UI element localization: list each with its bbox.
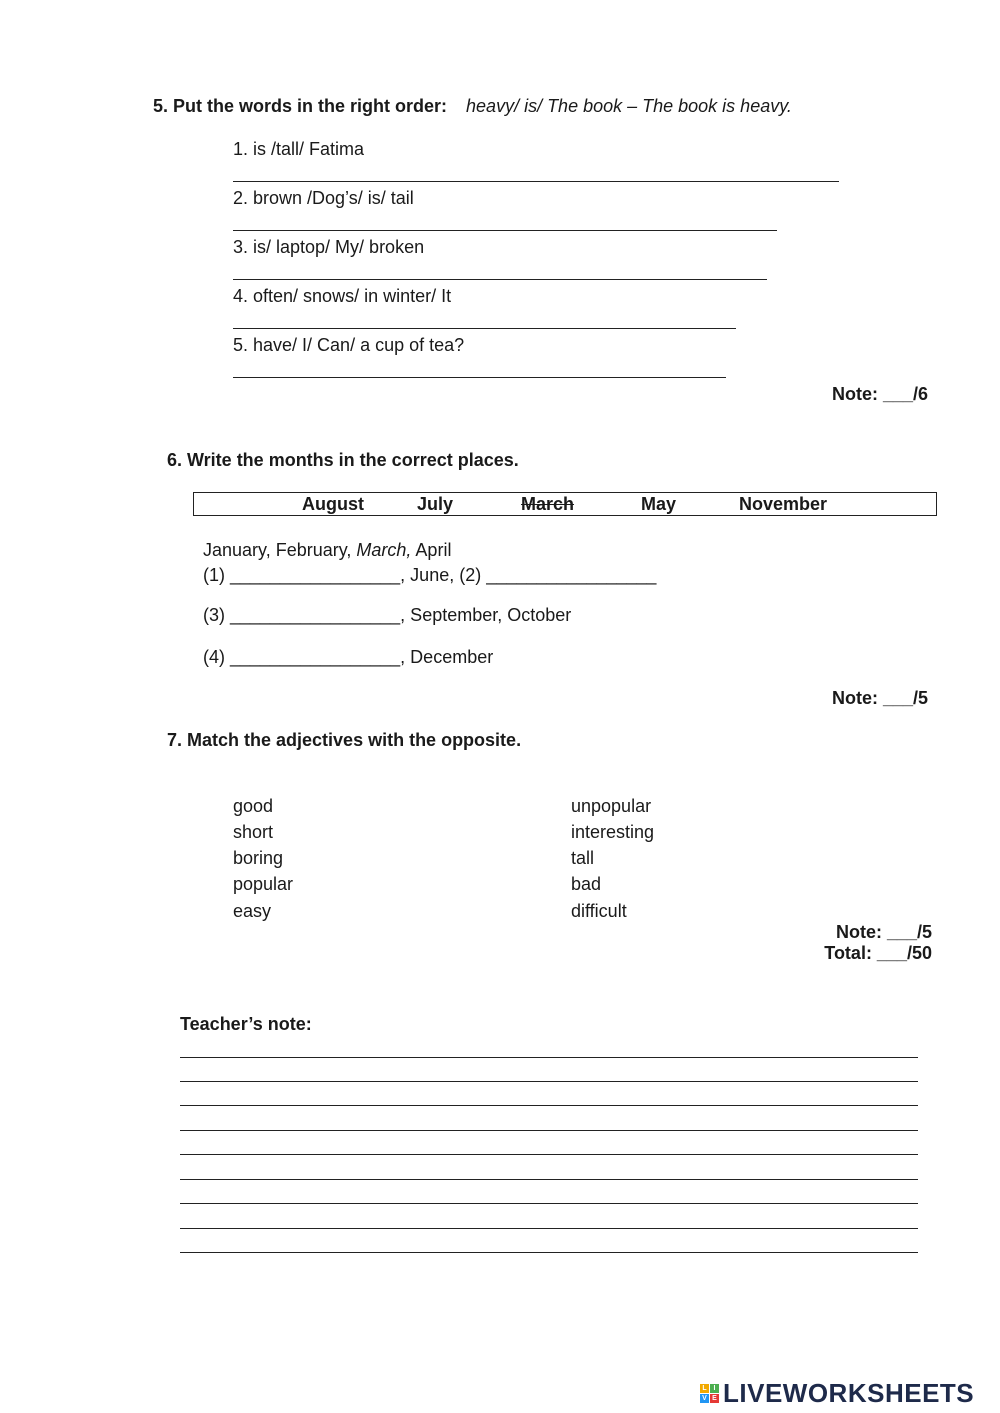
- teacher-note-line[interactable]: [180, 1081, 918, 1082]
- logo-letter-e: E: [710, 1394, 719, 1403]
- word-bank-box: [193, 492, 937, 516]
- adjective-right-2[interactable]: interesting: [571, 822, 655, 842]
- adjective-right-1[interactable]: unpopular: [571, 796, 652, 816]
- teacher-note-line[interactable]: [180, 1130, 918, 1131]
- months-line-2[interactable]: (1) _________________, June, (2) _________________: [203, 565, 657, 585]
- section5-item-5: 5. have/ I/ Can/ a cup of tea?: [233, 335, 465, 355]
- months-line-1-start: January, February,: [203, 540, 357, 560]
- teacher-note-title: Teacher’s note:: [180, 1014, 312, 1034]
- answer-line-2[interactable]: [233, 230, 777, 231]
- logo-letter-i: I: [710, 1384, 719, 1393]
- months-line-4[interactable]: (4) _________________, December: [203, 647, 494, 667]
- months-line-3[interactable]: (3) _________________, September, October: [203, 605, 572, 625]
- section5-item-4: 4. often/ snows/ in winter/ It: [233, 286, 452, 306]
- teacher-note-line[interactable]: [180, 1105, 918, 1106]
- section6-note: Note: ___/5: [831, 688, 928, 708]
- adjective-left-2[interactable]: short: [233, 822, 274, 842]
- logo-letter-v: V: [700, 1394, 709, 1403]
- adjective-left-5[interactable]: easy: [233, 901, 272, 921]
- logo-text: LIVEWORKSHEETS: [723, 1378, 975, 1408]
- adjective-left-1[interactable]: good: [233, 796, 274, 816]
- word-bank-august[interactable]: August: [302, 494, 364, 514]
- section5-item-1: 1. is /tall/ Fatima: [233, 139, 365, 159]
- section5-header: [153, 96, 792, 117]
- months-line-1-march: March,: [356, 540, 412, 560]
- teacher-note-line[interactable]: [180, 1057, 918, 1058]
- word-bank-march: March: [521, 494, 575, 514]
- total-score: Total: ___/50: [824, 943, 932, 963]
- liveworksheets-logo: [700, 1378, 974, 1409]
- logo-letter-l: L: [700, 1384, 709, 1393]
- section6-title: 6. Write the months in the correct places.: [167, 450, 519, 470]
- answer-line-5[interactable]: [233, 377, 726, 378]
- section5-note: Note: ___/6: [831, 384, 928, 404]
- teacher-note-line[interactable]: [180, 1228, 918, 1229]
- answer-line-3[interactable]: [233, 279, 767, 280]
- teacher-note-line[interactable]: [180, 1252, 918, 1253]
- months-line-1: [203, 540, 451, 561]
- section5-item-3: 3. is/ laptop/ My/ broken: [233, 237, 425, 257]
- adjective-left-3[interactable]: boring: [233, 848, 284, 868]
- section5-item-2: 2. brown /Dog’s/ is/ tail: [233, 188, 414, 208]
- answer-line-4[interactable]: [233, 328, 736, 329]
- section5-example: heavy/ is/ The book – The book is heavy.: [466, 96, 792, 116]
- adjective-right-4[interactable]: bad: [571, 874, 602, 894]
- word-bank-november[interactable]: November: [739, 494, 828, 514]
- adjective-right-3[interactable]: tall: [571, 848, 595, 868]
- teacher-note-line[interactable]: [180, 1154, 918, 1155]
- word-bank-july[interactable]: July: [417, 494, 454, 514]
- months-line-1-end: April: [411, 540, 452, 560]
- section5-title: 5. Put the words in the right order:: [153, 96, 448, 116]
- adjective-right-5[interactable]: difficult: [571, 901, 627, 921]
- teacher-note-line[interactable]: [180, 1203, 918, 1204]
- answer-line-1[interactable]: [233, 181, 839, 182]
- word-bank-may[interactable]: May: [641, 494, 677, 514]
- adjective-left-4[interactable]: popular: [233, 874, 294, 894]
- section7-title: 7. Match the adjectives with the opposite.: [167, 730, 522, 750]
- teacher-note-line[interactable]: [180, 1179, 918, 1180]
- logo-grid-icon: [700, 1384, 719, 1403]
- section7-note: Note: ___/5: [835, 922, 932, 942]
